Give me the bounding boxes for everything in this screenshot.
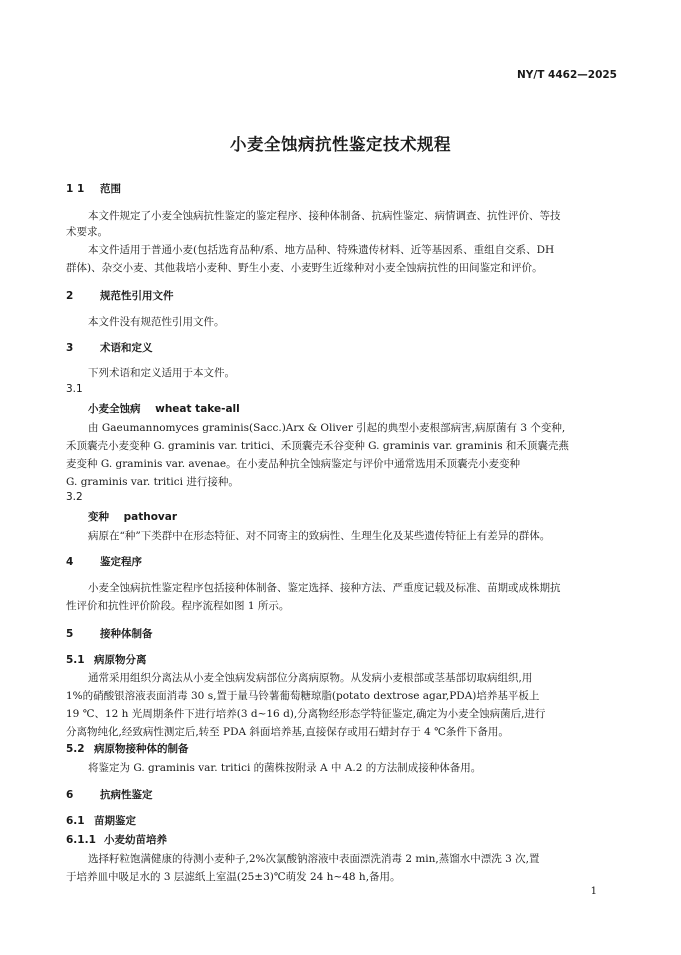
section-number: 6.1 (66, 815, 85, 827)
standard-code: NY/T 4462—2025 (517, 69, 617, 81)
paragraph-line: 本文件适用于普通小麦(包括选育品种/系、地方品种、特殊遗传材料、近等基因系、重组自交系、DH (88, 244, 555, 256)
section-title: 规范性引用文件 (100, 290, 174, 302)
paragraph-line: 下列术语和定义适用于本文件。 (88, 367, 235, 379)
paragraph-line: 19 ℃、12 h 光周期条件下进行培养(3 d~16 d),分离物经形态学特征鉴定,确定为小麦全蚀病菌后,进行 (66, 708, 546, 720)
section-number: 4 (66, 556, 74, 568)
paragraph-line: 选择籽粒饱满健康的待测小麦种子,2%次氯酸钠溶液中表面漂洗消毒 2 min,蒸馏水中漂洗 3 次,置 (88, 853, 540, 865)
paragraph-line: 性评价和抗性评价阶段。程序流程如图 1 所示。 (66, 600, 290, 612)
section-3-heading (66, 340, 153, 355)
paragraph-line: 术要求。 (66, 226, 108, 238)
section-title: 鉴定程序 (100, 556, 142, 568)
term-number: 3.2 (66, 491, 83, 503)
paragraph-line: 1%的硝酸银溶液表面消毒 30 s,置于量马铃薯葡萄糖琼脂(potato dextrose agar,PDA)培养基平板上 (66, 690, 540, 702)
section-title: 苗期鉴定 (94, 815, 136, 827)
term-number: 3.1 (66, 383, 83, 395)
section-number: 5.1 (66, 654, 85, 666)
section-title: 小麦幼苗培养 (104, 834, 167, 846)
paragraph-line: 麦变种 G. graminis var. avenae。在小麦品种抗全蚀病鉴定与评价中通常选用禾顶囊壳小麦变种 (66, 458, 521, 470)
paragraph-line: 通常采用组织分离法从小麦全蚀病发病部位分离病原物。从发病小麦根部或茎基部切取病组织,用 (88, 672, 533, 684)
subsection-5-1-heading (66, 652, 147, 667)
section-number: 6 (66, 789, 74, 801)
subsection-6-1-1-heading (66, 832, 167, 847)
section-2-heading (66, 288, 174, 303)
section-6-heading (66, 787, 153, 802)
paragraph-line: 将鉴定为 G. graminis var. tritici 的菌株按附录 A 中 A.2 的方法制成接种体备用。 (88, 762, 482, 774)
section-1-heading (66, 181, 121, 196)
section-title: 病原物分离 (94, 654, 147, 666)
term-entry: 小麦全蚀病 wheat take-all (88, 403, 240, 415)
paragraph-line: 于培养皿中吸足水的 3 层滤纸上室温(25±3)℃萌发 24 h~48 h,备用。 (66, 871, 401, 883)
section-number: 6.1.1 (66, 834, 96, 846)
subsection-6-1-heading (66, 813, 136, 828)
paragraph-line: 本文件规定了小麦全蚀病抗性鉴定的鉴定程序、接种体制备、抗病性鉴定、病情调查、抗性评价、等技 (88, 210, 561, 222)
section-number: 3 (66, 342, 74, 354)
paragraph-line: 禾顶囊壳小麦变种 G. graminis var. tritici、禾顶囊壳禾谷变种 G. graminis var. graminis 和禾顶囊壳燕 (66, 440, 569, 452)
paragraph-line: 群体)、杂交小麦、其他栽培小麦种、野生小麦、小麦野生近缘种对小麦全蚀病抗性的田间鉴定和评价。 (66, 262, 543, 274)
section-number: 1 1 (66, 183, 85, 195)
document-title: 小麦全蚀病抗性鉴定技术规程 (230, 135, 451, 154)
paragraph-line: 由 Gaeumannomyces graminis(Sacc.)Arx & Oliver 引起的典型小麦根部病害,病原菌有 3 个变种, (88, 422, 566, 434)
section-title: 抗病性鉴定 (100, 789, 153, 801)
paragraph-line: 本文件没有规范性引用文件。 (88, 316, 225, 328)
section-number: 5.2 (66, 743, 85, 755)
section-number: 5 (66, 628, 74, 640)
paragraph-line: 分离物纯化,经致病性测定后,转至 PDA 斜面培养基,直接保存或用石蜡封存于 4 ℃条件下备用。 (66, 726, 509, 738)
section-4-heading (66, 554, 142, 569)
section-5-heading (66, 626, 153, 641)
page-number: 1 (590, 886, 597, 897)
section-title: 病原物接种体的制备 (94, 743, 189, 755)
section-number: 2 (66, 290, 74, 302)
paragraph-line: 病原在“种”下类群中在形态特征、对不同寄主的致病性、生理生化及某些遗传特征上有差异的群体。 (88, 530, 551, 542)
section-title: 术语和定义 (100, 342, 153, 354)
section-title: 接种体制备 (100, 628, 153, 640)
paragraph-line: G. graminis var. tritici 进行接种。 (66, 476, 239, 488)
paragraph-line: 小麦全蚀病抗性鉴定程序包括接种体制备、鉴定选择、接种方法、严重度记载及标准、苗期或成株期抗 (88, 582, 561, 594)
subsection-5-2-heading (66, 741, 189, 756)
section-title: 范围 (100, 183, 121, 195)
term-entry: 变种 pathovar (88, 511, 178, 523)
